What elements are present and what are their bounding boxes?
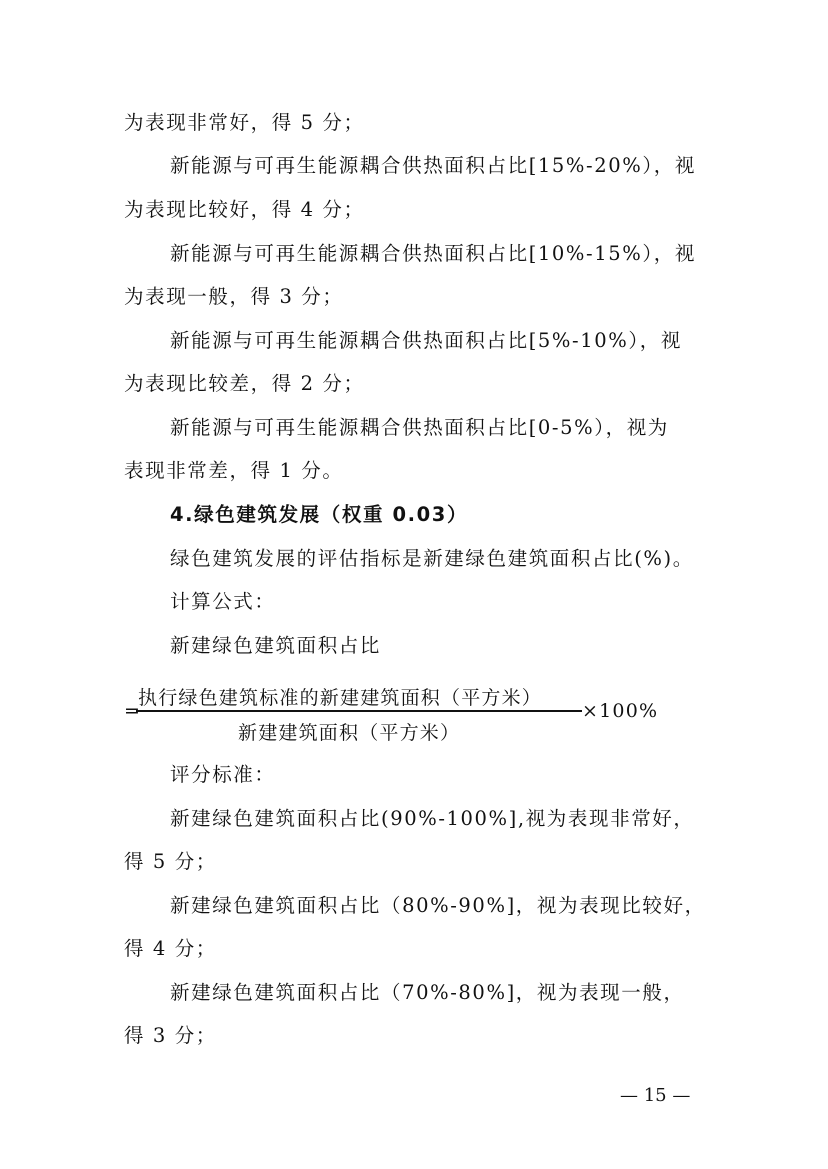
text-line: 为表现比较差，得 2 分； <box>124 372 365 395</box>
page-number: — 15 — <box>620 1085 691 1106</box>
section-intro: 绿色建筑发展的评估指标是新建绿色建筑面积占比(%)。 <box>170 547 694 570</box>
text-line: 新能源与可再生能源耦合供热面积占比[5%-10%），视 <box>170 329 682 352</box>
fraction-bar <box>136 710 582 712</box>
text-line: 新能源与可再生能源耦合供热面积占比[10%-15%），视 <box>170 242 696 265</box>
text-line: 新能源与可再生能源耦合供热面积占比[0-5%），视为 <box>170 416 669 439</box>
text-line: 为表现比较好，得 4 分； <box>124 198 365 221</box>
criteria-line: 得 3 分； <box>124 1024 217 1047</box>
formula-denominator: 新建建筑面积（平方米） <box>238 722 461 744</box>
section-heading: 4.绿色建筑发展（权重 0.03） <box>170 503 469 526</box>
formula-equals: = <box>124 700 142 722</box>
text-line: 为表现非常好，得 5 分； <box>124 111 365 134</box>
text-line: 为表现一般，得 3 分； <box>124 285 344 308</box>
criteria-line: 新建绿色建筑面积占比(90%-100%],视为表现非常好， <box>170 807 695 830</box>
criteria-label: 评分标准： <box>170 763 276 786</box>
formula-label: 计算公式： <box>170 590 276 613</box>
criteria-line: 新建绿色建筑面积占比（70%-80%]，视为表现一般， <box>170 981 685 1004</box>
formula-lhs: 新建绿色建筑面积占比 <box>170 634 382 657</box>
criteria-line: 得 5 分； <box>124 850 217 873</box>
formula-numerator: 执行绿色建筑标准的新建建筑面积（平方米） <box>138 687 543 709</box>
text-line: 表现非常差，得 1 分。 <box>124 459 344 482</box>
criteria-line: 得 4 分； <box>124 937 217 960</box>
criteria-line: 新建绿色建筑面积占比（80%-90%]，视为表现比较好， <box>170 894 706 917</box>
text-line: 新能源与可再生能源耦合供热面积占比[15%-20%），视 <box>170 154 696 177</box>
formula-multiplier: ×100% <box>582 700 659 722</box>
